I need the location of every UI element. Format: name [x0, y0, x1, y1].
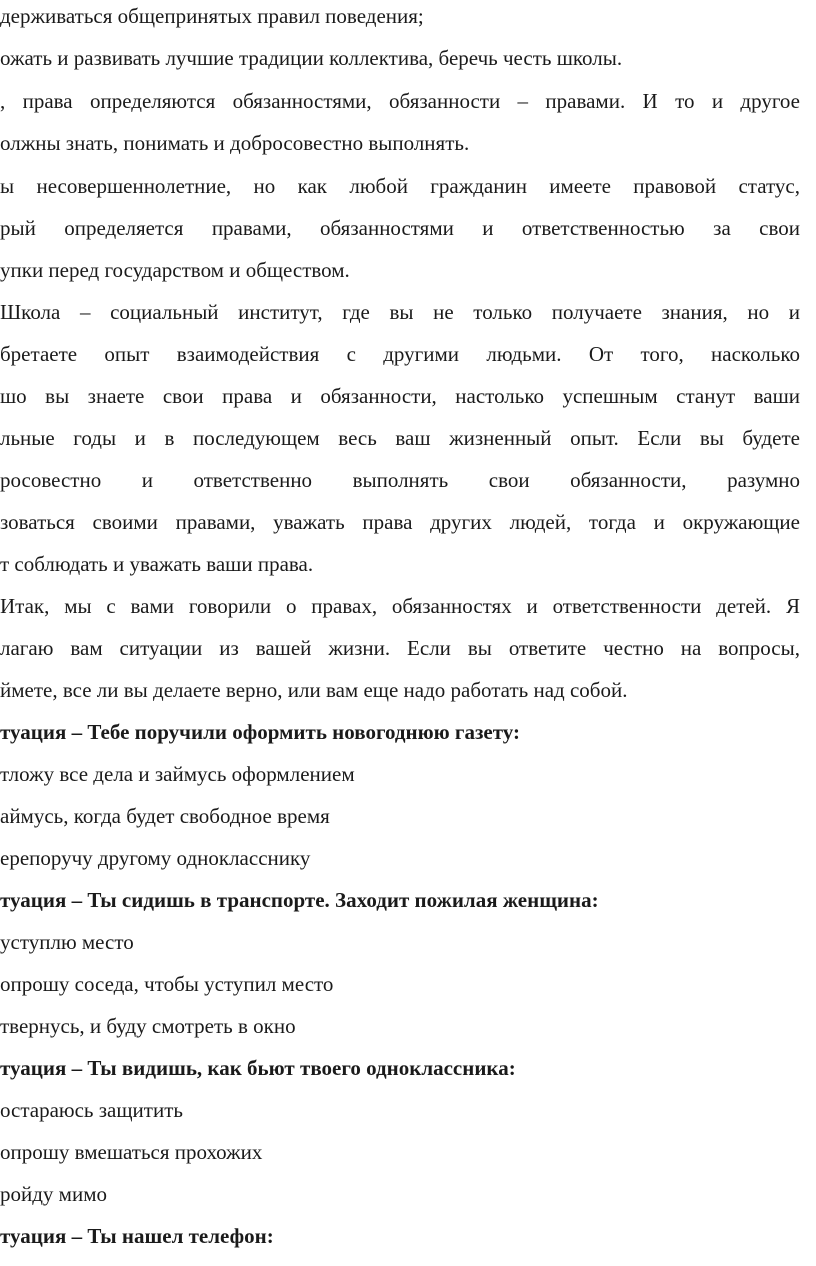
situation-heading-3: туация – Ты видишь, как бьют твоего одноклассника: [0, 1056, 516, 1080]
text-line-9: бретаете опыт взаимодействия с другими людьми. От того, насколько [0, 342, 800, 366]
text-line-3: , права определяются обязанностями, обязанности – правами. И то и другое [0, 89, 800, 113]
answer-option: тложу все дела и займусь оформлением [0, 762, 355, 786]
text-line-11: льные годы и в последующем весь ваш жизненный опыт. Если вы будете [0, 426, 800, 450]
answer-option: уступлю место [0, 930, 134, 954]
answer-option: ерепоручу другому однокласснику [0, 846, 311, 870]
text-line-16: лагаю вам ситуации из вашей жизни. Если вы ответите честно на вопросы, [0, 636, 800, 660]
answer-option: опрошу соседа, чтобы уступил место [0, 972, 334, 996]
text-line-6: рый определяется правами, обязанностями и ответственностью за свои [0, 216, 800, 240]
text-line-14: т соблюдать и уважать ваши права. [0, 552, 314, 576]
answer-option: аймусь, когда будет свободное время [0, 804, 330, 828]
text-line-5: ы несовершеннолетние, но как любой гражданин имеете правовой статус, [0, 174, 800, 198]
text-line-17: ймете, все ли вы делаете верно, или вам еще надо работать над собой. [0, 678, 628, 702]
text-line-12: росовестно и ответственно выполнять свои обязанности, разумно [0, 468, 800, 492]
text-line-1: держиваться общепринятых правил поведения; [0, 4, 424, 28]
text-line-8: Школа – социальный институт, где вы не только получаете знания, но и [0, 300, 800, 324]
text-line-10: шо вы знаете свои права и обязанности, настолько успешным станут ваши [0, 384, 800, 408]
situation-heading-4: туация – Ты нашел телефон: [0, 1224, 274, 1248]
situation-heading-2: туация – Ты сидишь в транспорте. Заходит пожилая женщина: [0, 888, 599, 912]
text-line-4: олжны знать, понимать и добросовестно выполнять. [0, 131, 470, 155]
answer-option: опрошу вмешаться прохожих [0, 1140, 263, 1164]
answer-option: остараюсь защитить [0, 1098, 183, 1122]
text-line-15: Итак, мы с вами говорили о правах, обязанностях и ответственности детей. Я [0, 594, 800, 618]
text-line-7: упки перед государством и обществом. [0, 258, 350, 282]
situation-heading-1: туация – Тебе поручили оформить новогоднюю газету: [0, 720, 520, 744]
text-line-13: зоваться своими правами, уважать права других людей, тогда и окружающие [0, 510, 800, 534]
answer-option: ройду мимо [0, 1182, 107, 1206]
answer-option: твернусь, и буду смотреть в окно [0, 1014, 296, 1038]
text-line-2: ожать и развивать лучшие традиции коллектива, беречь честь школы. [0, 46, 623, 70]
